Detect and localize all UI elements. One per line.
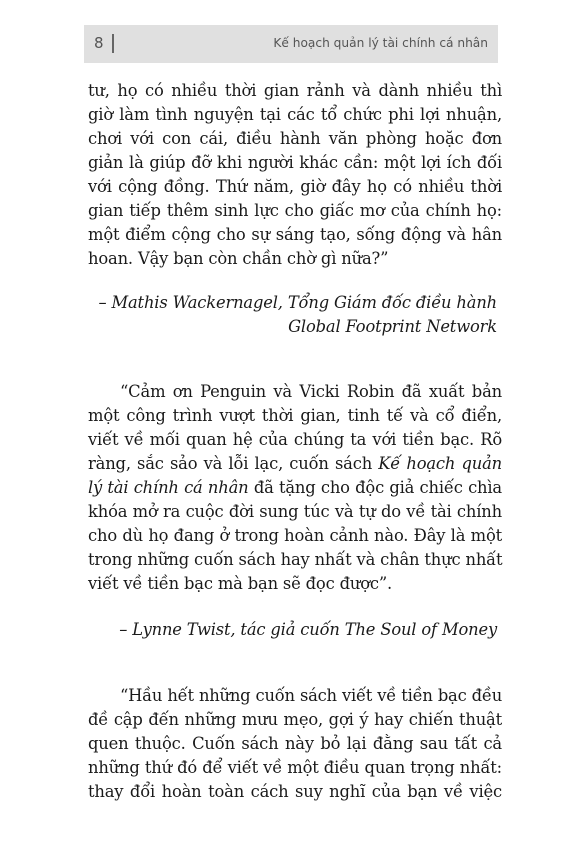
text-line: chơi với con cái, điều hành văn phòng hoặc đơn <box>88 129 502 148</box>
attribution-line: – Mathis Wackernagel, Tổng Giám đốc điều hành <box>98 293 497 312</box>
text-line <box>88 452 502 476</box>
attribution-line: – Lynne Twist, tác giả cuốn The Soul of Money <box>119 620 497 639</box>
running-title: Kế hoạch quản lý tài chính cá nhân <box>273 36 488 50</box>
testimonial-quote <box>88 684 502 804</box>
text-line: quen thuộc. Cuốn sách này bỏ lại đằng sau tất cả <box>88 734 502 753</box>
text-line: đề cập đến những mưu mẹo, gợi ý hay chiến thuật <box>88 710 502 729</box>
header-divider <box>112 34 114 53</box>
attribution-line: Global Footprint Network <box>288 317 497 336</box>
text-span: đã tặng cho độc giả chiếc chìa <box>248 478 503 497</box>
paragraph-continuation <box>88 79 502 271</box>
book-title: Kế hoạch quản <box>378 454 502 473</box>
text-line: trong những cuốn sách hay nhất và chân thực nhất <box>88 550 503 569</box>
testimonial-quote <box>88 380 502 596</box>
text-line: cho dù họ đang ở trong hoàn cảnh nào. Đây là một <box>88 526 502 545</box>
text-line: với cộng đồng. Thứ năm, giờ đây họ có nhiều thời <box>88 177 502 196</box>
text-line: thay đổi hoàn toàn cách suy nghĩ của bạn về việc <box>88 782 502 801</box>
text-line: giờ làm tình nguyện tại các tổ chức phi lợi nhuận, <box>88 105 502 124</box>
page-number: 8 <box>94 34 104 52</box>
text-line: “Cảm ơn Penguin và Vicki Robin đã xuất bản <box>120 382 502 401</box>
quote-attribution <box>119 618 497 642</box>
quote-attribution <box>98 291 497 339</box>
text-line: viết về mối quan hệ của chúng ta với tiền bạc. Rõ <box>88 430 502 449</box>
text-line: những thứ đó để viết về một điều quan trọng nhất: <box>88 758 502 777</box>
book-title: lý tài chính cá nhân <box>88 478 249 497</box>
text-span: ràng, sắc sảo và lỗi lạc, cuốn sách <box>88 454 379 473</box>
text-line <box>88 476 502 500</box>
text-line: hoan. Vậy bạn còn chần chờ gì nữa?” <box>88 249 389 268</box>
text-line: một công trình vượt thời gian, tinh tế và cổ điển, <box>88 406 502 425</box>
text-line: một điểm cộng cho sự sáng tạo, sống động và hân <box>88 225 502 244</box>
text-line: khóa mở ra cuộc đời sung túc và tự do về tài chính <box>88 502 502 521</box>
text-line: viết về tiền bạc mà bạn sẽ đọc được”. <box>88 574 393 593</box>
text-line: gian tiếp thêm sinh lực cho giấc mơ của chính họ: <box>88 201 502 220</box>
text-line: tư, họ có nhiều thời gian rảnh và dành nhiều thì <box>88 81 502 100</box>
running-header <box>84 25 498 63</box>
text-line: “Hầu hết những cuốn sách viết về tiền bạc đều <box>120 686 502 705</box>
text-line: giản là giúp đỡ khi người khác cần: một lợi ích đối <box>88 153 502 172</box>
